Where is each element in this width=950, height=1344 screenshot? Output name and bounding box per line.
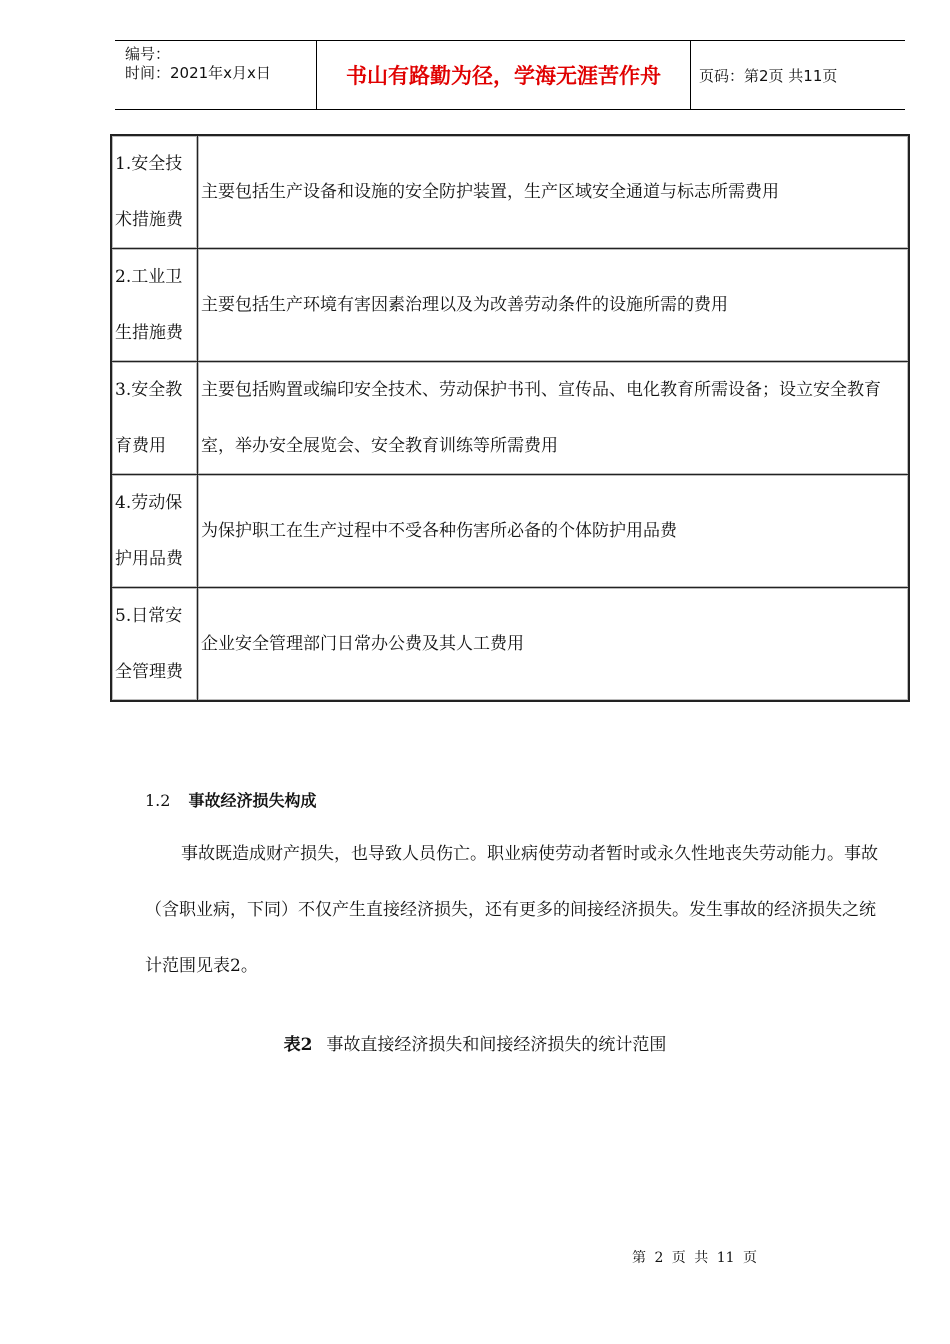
section-heading [145,788,316,811]
item-cell: 3.安全教育费用 [111,362,198,475]
header-motto: 书山有路勤为径，学海无涯苦作舟 [317,41,691,109]
desc-cell: 主要包括生产环境有害因素治理以及为改善劳动条件的设施所需的费用 [198,249,910,362]
section-number: 1.2 [145,791,171,810]
desc-cell: 企业安全管理部门日常办公费及其人工费用 [198,588,910,702]
desc-cell: 主要包括生产设备和设施的安全防护装置，生产区域安全通道与标志所需费用 [198,135,910,249]
desc-cell: 主要包括购置或编印安全技术、劳动保护书刊、宣传品、电化教育所需设备；设立安全教育室，举办安全展览会、安全教育训练等所需费用 [198,362,910,475]
table-row [111,362,909,475]
header-meta [115,41,317,109]
page-footer: 第 2 页 共 11 页 [632,1250,757,1266]
table-row [111,249,909,362]
item-cell: 4.劳动保护用品费 [111,475,198,588]
page-header [115,40,905,110]
date-label: 时间：2021年x月x日 [125,64,271,82]
table-row [111,588,909,702]
table-row [111,135,909,249]
code-label: 编号： [125,45,171,63]
body-paragraph: 事故既造成财产损失，也导致人员伤亡。职业病使劳动者暂时或永久性地丧失劳动能力。事故（含职业病，下同）不仅产生直接经济损失，还有更多的间接经济损失。发生事故的经济损失之统计范围见表2。 [145,844,878,976]
table-row [111,475,909,588]
caption-text: 事故直接经济损失和间接经济损失的统计范围 [326,1035,667,1055]
desc-cell: 为保护职工在生产过程中不受各种伤害所必备的个体防护用品费 [198,475,910,588]
caption-label: 表2 [283,1035,313,1055]
item-cell: 2.工业卫生措施费 [111,249,198,362]
table-caption [0,1030,950,1055]
header-page-info: 页码：第2页 共11页 [699,66,838,85]
item-cell: 1.安全技术措施费 [111,135,198,249]
item-cell: 5.日常安全管理费 [111,588,198,702]
safety-cost-table [110,134,910,702]
section-title: 事故经济损失构成 [188,791,317,810]
